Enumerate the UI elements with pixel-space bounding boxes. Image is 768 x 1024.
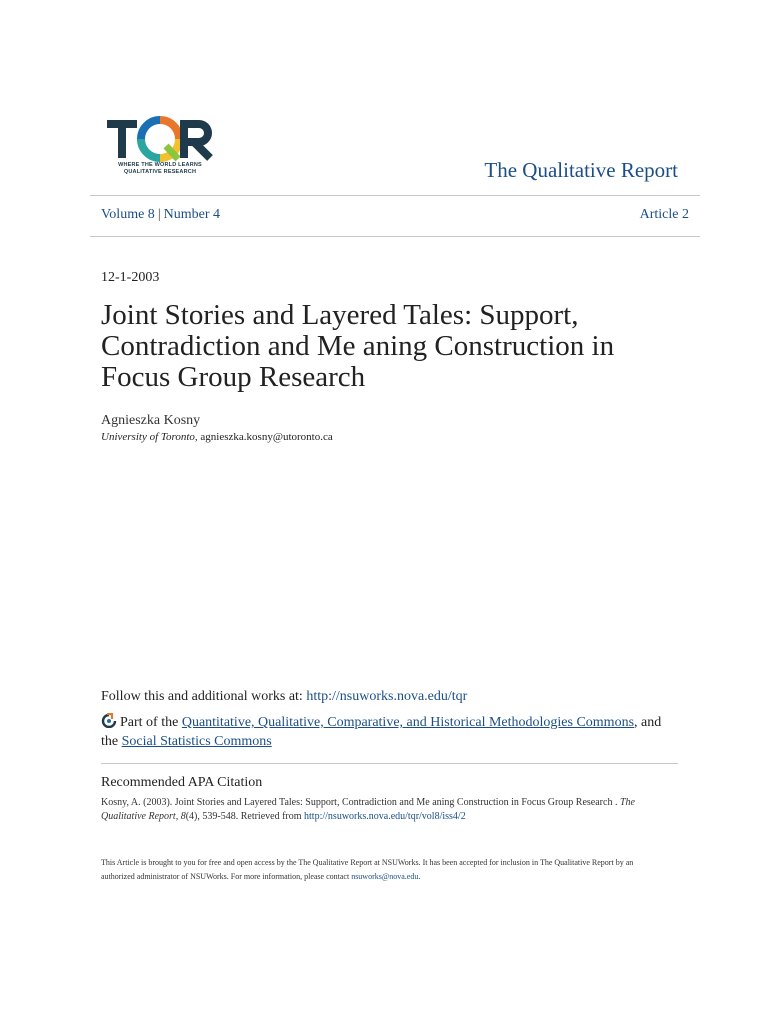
header-divider-bottom [90,236,700,237]
access-notice [101,856,661,884]
citation-divider [101,763,678,764]
volume-separator: | [157,207,161,222]
journal-name[interactable]: The Qualitative Report [484,158,678,182]
contact-email-link[interactable]: nsuworks@nova.edu [351,872,419,881]
the-text: the [101,734,122,749]
number-link[interactable]: Number 4 [163,207,221,222]
follow-line [101,689,467,705]
header-divider-top [90,195,700,196]
follow-url-link[interactable]: http://nsuworks.nova.edu/tqr [306,689,468,704]
article-number-link[interactable]: Article 2 [639,207,689,222]
author-email: , agnieszka.kosny@utoronto.ca [194,431,333,443]
part-of-label: Part of the [120,715,182,730]
author-name: Agnieszka Kosny [101,413,201,428]
follow-label: Follow this and additional works at: [101,689,307,704]
citation-journal: The Qualitative Report, 8 [101,797,635,822]
social-statistics-commons-link[interactable]: Social Statistics Commons [121,734,272,749]
methodologies-commons-link[interactable]: Quantitative, Qualitative, Comparative, and Historical Methodologies Commons [181,715,635,730]
access-notice-period: . [418,872,421,881]
access-notice-text: This Article is brought to you for free and open access by the The Qualitative Report at NSUWorks. It has been accepted for inclusion in The Qualitative Report by an authorized administrator of NSUWorks. For more information, please contact [101,858,634,881]
volume-issue [101,207,220,223]
citation-pages: (4), 539-548. Retrieved from [185,811,305,822]
logo-tagline-2: QUALITATIVE RESEARCH [123,169,197,175]
author-affiliation [101,431,333,443]
tqr-logo [106,116,216,178]
volume-link[interactable]: Volume 8 [101,207,155,222]
citation-text [101,796,671,824]
citation-heading: Recommended APA Citation [101,775,263,790]
publication-date: 12-1-2003 [101,270,160,285]
and-text: , and [634,715,662,730]
part-of-commons [101,713,681,751]
citation-url-link[interactable]: http://nsuworks.nova.edu/tqr/vol8/iss4/2 [304,811,466,822]
tqr-logo-mark [106,116,214,162]
citation-body: Kosny, A. (2003). Joint Stories and Layered Tales: Support, Contradiction and Me aning Construction in Focus Group Research . [101,797,620,808]
open-access-icon [101,713,118,728]
article-title: Joint Stories and Layered Tales: Support, Contradiction and Me aning Construction in Focus Group Research [101,299,615,393]
logo-tagline-1: WHERE THE WORLD LEARNS [118,162,202,168]
institution: University of Toronto [101,431,195,443]
